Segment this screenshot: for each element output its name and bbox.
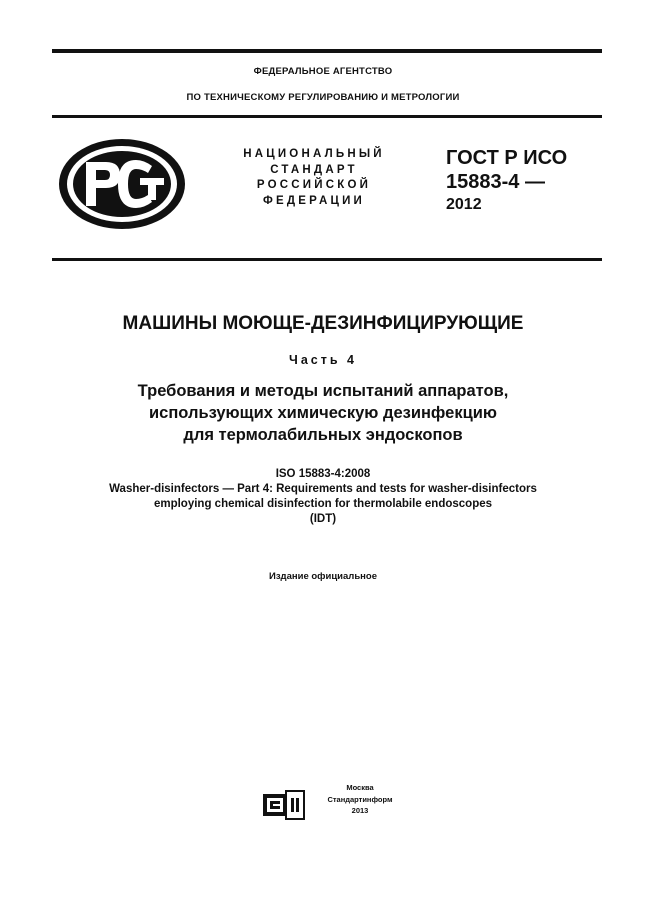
header-rule xyxy=(52,115,602,118)
designation-line-1: ГОСТ Р ИСО xyxy=(446,147,568,169)
iso-title-line-2: employing chemical disinfection for thermolabile endoscopes xyxy=(153,498,493,510)
designation-line-2: 15883-4 — xyxy=(446,171,545,193)
standard-designation xyxy=(446,146,567,216)
document-subtitle xyxy=(0,380,646,446)
subtitle-line-3: для термолабильных эндоскопов xyxy=(183,426,463,444)
standard-type-line-4: ФЕДЕРАЦИИ xyxy=(262,194,366,207)
subtitle-line-1: Требования и методы испытаний аппаратов, xyxy=(137,382,509,400)
iso-reference xyxy=(0,467,646,527)
iso-equivalence: (IDT) xyxy=(309,513,337,525)
standard-type xyxy=(214,147,414,209)
publisher-info xyxy=(300,782,420,817)
iso-title-line-1: Washer-disinfectors — Part 4: Requirements and tests for washer-disinfectors xyxy=(109,483,537,495)
standard-type-line-2: СТАНДАРТ xyxy=(270,163,358,176)
publisher-name: Стандартинформ xyxy=(327,794,393,804)
iso-code: ISO 15883-4:2008 xyxy=(275,468,371,480)
top-rule xyxy=(52,49,602,53)
publisher-city: Москва xyxy=(346,783,374,792)
standard-type-line-1: НАЦИОНАЛЬНЫЙ xyxy=(243,148,385,160)
agency-line-2: ПО ТЕХНИЧЕСКОМУ РЕГУЛИРОВАНИЮ И МЕТРОЛОГИИ xyxy=(186,92,460,103)
part-number: Часть 4 xyxy=(289,353,357,367)
document-title: МАШИНЫ МОЮЩЕ-ДЕЗИНФИЦИРУЮЩИЕ xyxy=(122,313,524,334)
title-block-rule xyxy=(52,258,602,261)
subtitle-line-2: использующих химическую дезинфекцию xyxy=(149,404,497,422)
standard-type-line-3: РОССИЙСКОЙ xyxy=(256,179,372,191)
gost-r-logo-icon xyxy=(56,136,188,232)
designation-line-3: 2012 xyxy=(446,196,482,213)
publisher-year: 2013 xyxy=(351,806,369,815)
agency-line-1: ФЕДЕРАЛЬНОЕ АГЕНТСТВО xyxy=(253,66,393,77)
edition-label: Издание официальное xyxy=(269,571,377,582)
